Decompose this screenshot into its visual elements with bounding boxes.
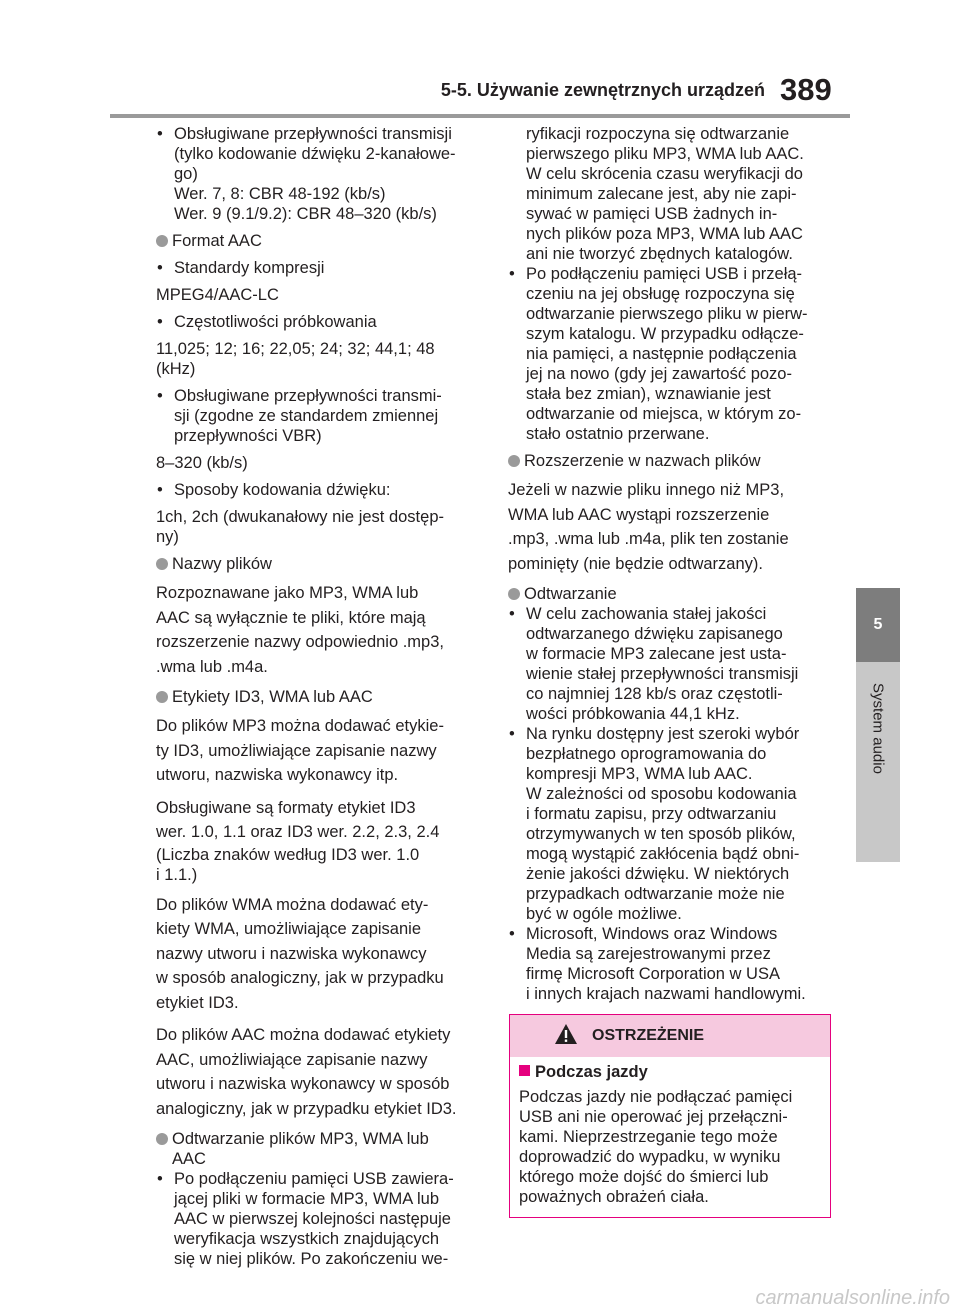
left-column xyxy=(156,124,481,1269)
list-item: • Microsoft, Windows oraz Windows Media są zarejestrowanymi przez firmę Microsoft Corporation w USA i innych krajach nazwami handlowymi. xyxy=(508,924,838,1004)
circle-bullet-icon xyxy=(156,558,168,570)
subheading-tags: Etykiety ID3, WMA lub AAC xyxy=(156,687,481,707)
subheading-extensions: Rozszerzenie w nazwach plików xyxy=(508,451,838,471)
warning-body: Podczas jazdy nie podłączać pamięci USB ani nie operować jej przełączni- kami. Nieprzestrzeganie tego może doprowadzić do wypadku, w wyniku którego może dojść do śmierci lub poważnych obrażeń ciała. xyxy=(519,1088,793,1206)
list-item: • Po podłączeniu pamięci USB zawiera- jącej pliki w formacie MP3, WMA lub AAC w pierwszej kolejności następuje weryfikacja wszystkich znajdujących się w niej plików. Po zakończeniu we- xyxy=(156,1169,481,1269)
paragraph: Do plików WMA można dodawać ety- kiety WMA, umożliwiające zapisanie nazwy utworu i nazwiska wykonawcy w sposób analogiczny, jak w przypadku etykiet ID3. xyxy=(156,895,444,1012)
circle-bullet-icon xyxy=(508,588,520,600)
paragraph: 1ch, 2ch (dwukanałowy nie jest dostęp- ny) xyxy=(156,508,444,546)
warning-triangle-icon xyxy=(554,1023,578,1045)
chapter-tab-number: 5 xyxy=(856,588,900,662)
list-item: • Częstotliwości próbkowania xyxy=(156,312,481,332)
paragraph: Rozpoznawane jako MP3, WMA lub AAC są wyłącznie te pliki, które mają rozszerzenie nazwy odpowiednio .mp3, .wma lub .m4a. xyxy=(156,584,444,676)
paragraph: 8–320 (kb/s) xyxy=(156,454,248,472)
paragraph: 11,025; 12; 16; 22,05; 24; 32; 44,1; 48 (kHz) xyxy=(156,340,435,378)
list-item: • Po podłączeniu pamięci USB i przełą- czeniu na jej obsługę rozpoczyna się odtwarzanie pierwszego pliku w pierw- szym katalogu. W przypadku odłącze- nia pamięci, a następnie podłączenia jej na nowo (gdy jej zawartość pozo- stała bez zmian), wznawianie jest odtwarzanie od miejsca, w którym zo- stało ostatnio przerwane. xyxy=(508,264,838,444)
warning-header xyxy=(510,1015,830,1057)
right-column xyxy=(508,124,838,1004)
subheading-playback: Odtwarzanie xyxy=(508,584,838,604)
paragraph: Jeżeli w nazwie pliku innego niż MP3, WMA lub AAC wystąpi rozszerzenie .mp3, .wma lub .m4a, plik ten zostanie pominięty (nie będzie odtwarzany). xyxy=(508,481,789,573)
subheading-playback: Odtwarzanie plików MP3, WMA lub AAC xyxy=(156,1129,481,1169)
paragraph-continued: ryfikacji rozpoczyna się odtwarzanie pierwszego pliku MP3, WMA lub AAC. W celu skrócenia czasu weryfikacji do minimum zalecane jest, aby nie zapi- sywać w pamięci USB żadnych in- nych plików poza MP3, WMA lub AAC ani nie tworzyć zbędnych katalogów. xyxy=(526,125,804,263)
circle-bullet-icon xyxy=(508,455,520,467)
paragraph: MPEG4/AAC-LC xyxy=(156,286,279,304)
chapter-tab-text: System audio xyxy=(869,683,887,774)
subheading-file-names: Nazwy plików xyxy=(156,554,481,574)
square-bullet-icon xyxy=(519,1065,530,1076)
list-item: • Obsługiwane przepływności transmisji (tylko kodowanie dźwięku 2-kanałowe- go) Wer. 7, 8: CBR 48-192 (kb/s) Wer. 9 (9.1/9.2): CBR 48–320 (kb/s) xyxy=(156,124,481,224)
warning-title: OSTRZEŻENIE xyxy=(592,1027,705,1044)
paragraph: Obsługiwane są formaty etykiet ID3 wer. 1.0, 1.1 oraz ID3 wer. 2.2, 2.3, 2.4 (Liczba znaków według ID3 wer. 1.0 i 1.1.) xyxy=(156,798,440,884)
list-item: • Na rynku dostępny jest szeroki wybór bezpłatnego oprogramowania do kompresji MP3, WMA lub AAC. W zależności od sposobu kodowania i formatu zapisu, przy odtwarzaniu otrzymywanych w ten sposób plików, mogą wystąpić zakłócenia bądź obni- żenie jakości dźwięku. W niektórych przypadkach odtwarzanie może nie być w ogóle możliwe. xyxy=(508,724,838,924)
circle-bullet-icon xyxy=(156,691,168,703)
paragraph: Do plików AAC można dodawać etykiety AAC, umożliwiające zapisanie nazwy utworu i nazwiska wykonawcy w sposób analogiczny, jak w przypadku etykiet ID3. xyxy=(156,1026,457,1118)
chapter-tab-label xyxy=(856,662,900,862)
list-item: • Obsługiwane przepływności transmi- sji (zgodne ze standardem zmiennej przepływności VBR) xyxy=(156,386,481,446)
circle-bullet-icon xyxy=(156,1133,168,1145)
circle-bullet-icon xyxy=(156,235,168,247)
header-rule xyxy=(110,114,850,118)
list-item: • Sposoby kodowania dźwięku: xyxy=(156,480,481,500)
watermark: carmanualsonline.info xyxy=(755,1287,950,1309)
list-item: • W celu zachowania stałej jakości odtwarzanego dźwięku zapisanego w formacie MP3 zalecane jest usta- wienie stałej przepływności transmisji co najmniej 128 kb/s oraz częstotli- wości próbkowania 44,1 kHz. xyxy=(508,604,838,724)
warning-subtitle: Podczas jazdy xyxy=(519,1063,648,1082)
list-item: • Standardy kompresji xyxy=(156,258,481,278)
section-title: 5-5. Używanie zewnętrznych urządzeń xyxy=(440,80,765,100)
subheading-aac-format: Format AAC xyxy=(156,231,481,251)
page-number: 389 xyxy=(780,72,832,107)
paragraph: Do plików MP3 można dodawać etykie- ty ID3, umożliwiające zapisanie nazwy utworu, nazwiska wykonawcy itp. xyxy=(156,717,444,784)
warning-box xyxy=(509,1014,831,1218)
